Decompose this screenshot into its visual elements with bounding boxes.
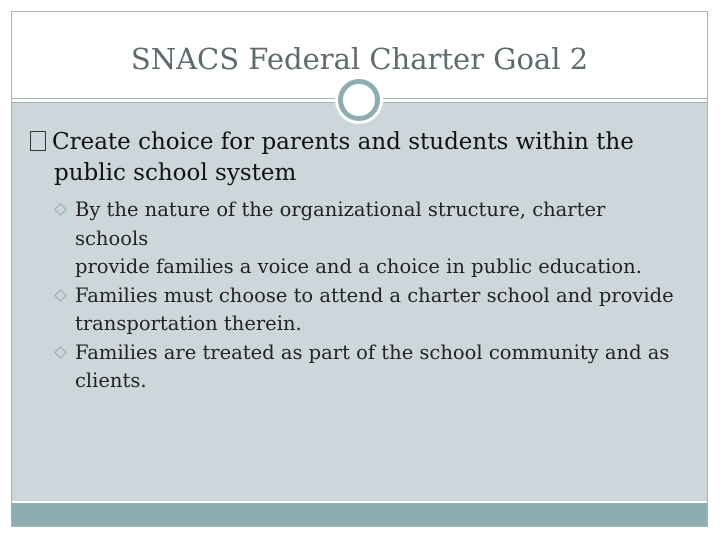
- sub-point-line1: By the nature of the organizational structure, charter schools: [75, 198, 606, 250]
- sub-point-line2: provide families a voice and a choice in public education.: [75, 255, 642, 278]
- main-point-line1: Create choice for parents and students within the: [52, 129, 634, 155]
- diamond-outline-icon: [54, 289, 67, 302]
- main-point-line2: public school system: [54, 160, 297, 186]
- diamond-outline-icon: [54, 346, 67, 359]
- diamond-outline-icon: [54, 203, 67, 216]
- footer-band: [12, 503, 707, 526]
- ring-icon: [338, 79, 380, 121]
- sub-point-line2: transportation therein.: [75, 312, 302, 335]
- list-item: [54, 196, 684, 282]
- sub-point-line1: Families are treated as part of the school community and as: [75, 340, 670, 364]
- slide-title: SNACS Federal Charter Goal 2: [130, 42, 589, 76]
- sub-bullet-list: [54, 196, 684, 396]
- sub-point-line1: Families must choose to attend a charter school and provide: [75, 283, 674, 307]
- list-item: [54, 282, 684, 339]
- sub-point-line2: clients.: [75, 369, 147, 392]
- missing-glyph-box-icon: [30, 131, 46, 151]
- main-bullet-point: [30, 127, 680, 189]
- list-item: [54, 339, 684, 396]
